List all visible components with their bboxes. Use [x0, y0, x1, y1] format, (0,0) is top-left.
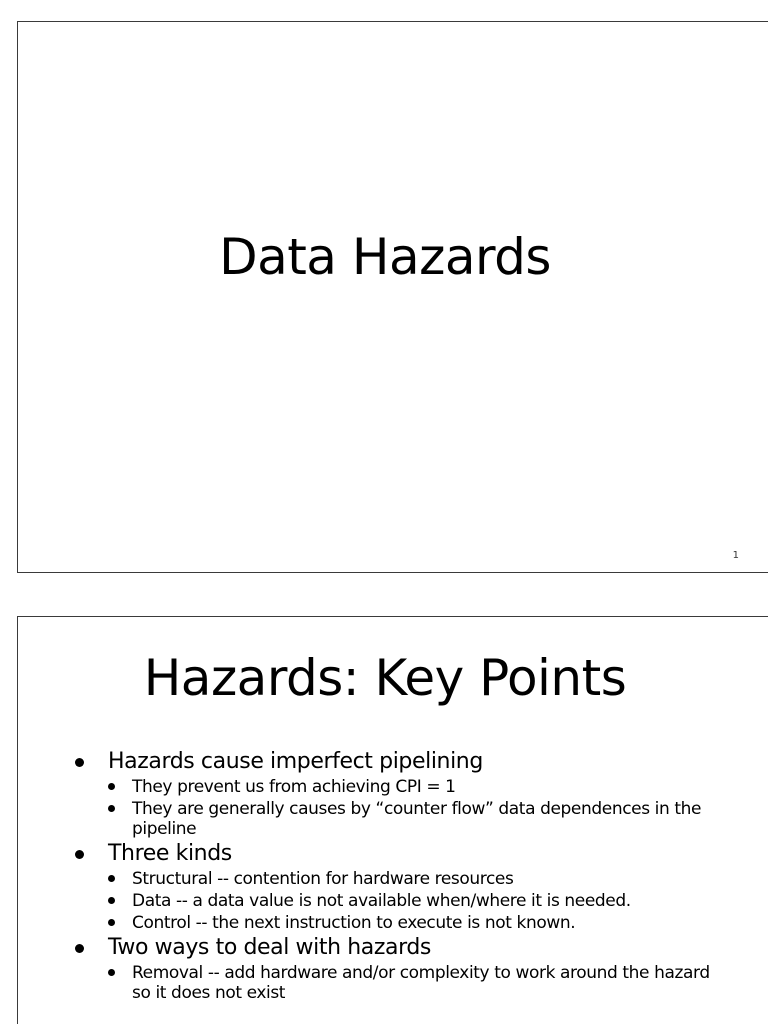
slide-number: 1 — [732, 550, 739, 561]
slide-title: Data Hazards — [219, 228, 551, 286]
slide-title: Hazards: Key Points — [143, 649, 627, 707]
bullet-list — [74, 747, 714, 1003]
sub-bullet-item: They prevent us from achieving CPI = 1 — [108, 777, 714, 797]
bullet-item — [74, 841, 714, 933]
slide-data-hazards — [17, 21, 768, 573]
bullet-item — [74, 935, 714, 1003]
sub-bullet-list — [108, 963, 714, 1003]
sub-bullet-item: Control -- the next instruction to execute is not known. — [108, 913, 714, 933]
sub-bullet-item: Data -- a data value is not available when/where it is needed. — [108, 891, 714, 911]
sub-bullet-list — [108, 777, 714, 839]
bullet-item — [74, 749, 714, 839]
bullet-text: Two ways to deal with hazards — [108, 935, 431, 960]
sub-bullet-item: They are generally causes by “counter flow” data dependences in the pipeline — [108, 799, 714, 839]
bullet-text: Hazards cause imperfect pipelining — [108, 749, 483, 774]
sub-bullet-item: Structural -- contention for hardware resources — [108, 869, 714, 889]
sub-bullet-list — [108, 869, 714, 933]
sub-bullet-item: Removal -- add hardware and/or complexity to work around the hazard so it does not exist — [108, 963, 714, 1003]
bullet-text: Three kinds — [108, 841, 232, 866]
slide-hazards-key-points — [17, 616, 768, 1024]
